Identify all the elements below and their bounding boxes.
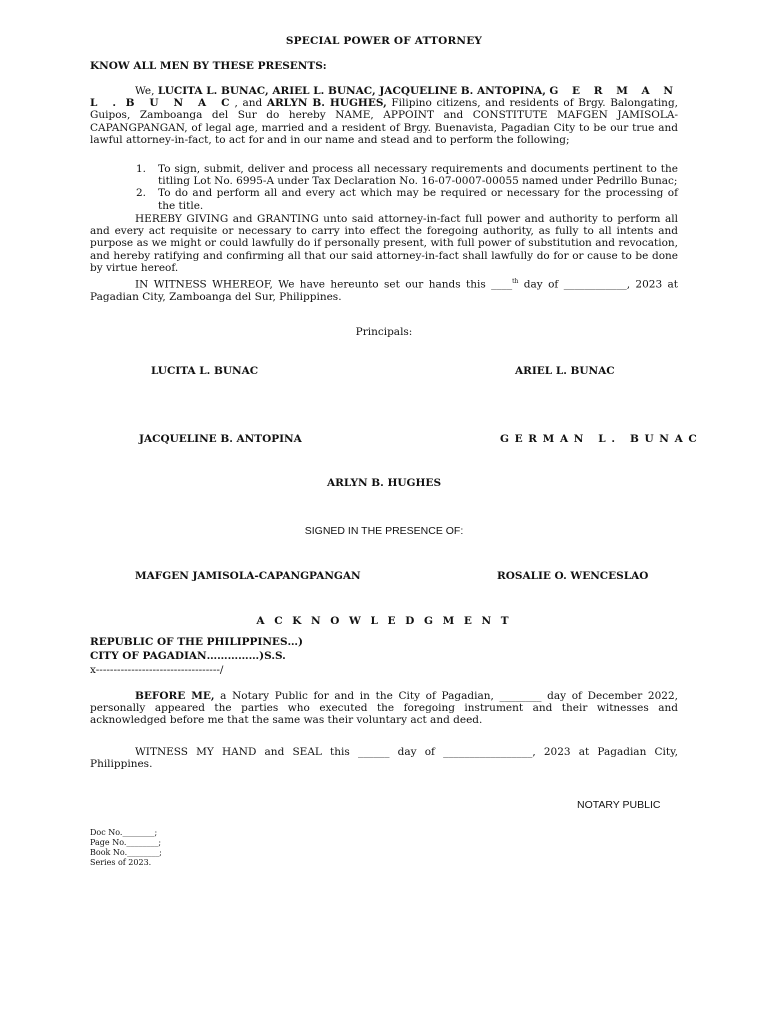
principal-names: LUCITA L. BUNAC, ARIEL L. BUNAC, JACQUELINE B. ANTOPINA, xyxy=(157,85,546,97)
appointment-body: Filipino citizens, and residents of Brgy. Balongating, Guipos, Zamboanga del Sur do hereby NAME, APPOINT and CONSTITUTE MAFGEN JAMISOLA-CAPANGPANGAN, of legal age, married and a resident of Brgy. Buenavista, Pagadian City to be our true and lawful attorney-in-fact, to act for and in our name and stead and to perform the following; xyxy=(90,97,679,146)
witness-whereof-a: IN WITNESS WHEREOF, We have hereunto set our hands this ____ xyxy=(135,278,513,291)
german-name-part1: G E R M A N L . xyxy=(90,85,679,110)
witness-hand-text: WITNESS MY HAND and SEAL this ______ day of _________________, 2023 at Pagadian City, Philippines. xyxy=(90,746,678,771)
before-me-paragraph xyxy=(90,690,678,727)
venue-republic: REPUBLIC OF THE PHILIPPINES…) xyxy=(90,636,303,648)
arlyn-name: ARLYN B. HUGHES, xyxy=(266,97,387,110)
series: Series of 2023. xyxy=(90,858,152,867)
signatory-jacqueline: JACQUELINE B. ANTOPINA xyxy=(139,433,302,445)
appointment-paragraph xyxy=(90,85,678,146)
list-item xyxy=(90,163,678,187)
witness-rosalie: ROSALIE O. WENCESLAO xyxy=(497,570,649,582)
presence-label: SIGNED IN THE PRESENCE OF: xyxy=(304,525,464,537)
principals-label: Principals: xyxy=(355,326,413,338)
before-me-text: a Notary Public for and in the City of Pagadian, ________ day of December 2022, personally appeared the parties who executed the foregoing instrument and their witnesses and acknowledged before me that the same was their voluntary act and deed. xyxy=(90,690,678,727)
before-me-label: BEFORE ME, xyxy=(135,690,215,702)
signatory-ariel: ARIEL L. BUNAC xyxy=(515,365,615,377)
doc-no: Doc No.________; xyxy=(90,828,158,837)
venue-city: CITY OF PAGADIAN……………)S.S. xyxy=(90,650,286,662)
list-number: 1. xyxy=(136,163,147,175)
we-text: We, xyxy=(135,85,155,97)
granting-text: HEREBY GIVING and GRANTING unto said attorney-in-fact full power and authority to perform all and every act requisite or necessary to carry into effect the foregoing authority, as fully to all intents and purpose as we might or could lawfully do if personally present, with full power of substitution and revocation, and hereby ratifying and confirming all that our said attorney-in-fact shall lawfully do for or cause to be done by virtue hereof. xyxy=(90,213,678,274)
notary-public-label: NOTARY PUBLIC xyxy=(577,799,661,811)
witness-whereof-b: day of ____________, 2023 at Pagadian City, Zamboanga del Sur, Philippines. xyxy=(90,278,678,303)
witness-mafgen: MAFGEN JAMISOLA-CAPANGPANGAN xyxy=(135,570,361,582)
document-title: SPECIAL POWER OF ATTORNEY xyxy=(285,35,483,47)
opening-line: KNOW ALL MEN BY THESE PRESENTS: xyxy=(90,60,327,72)
signatory-arlyn: ARLYN B. HUGHES xyxy=(326,477,442,489)
signatory-lucita: LUCITA L. BUNAC xyxy=(151,365,259,377)
page-no: Page No.________; xyxy=(90,838,162,847)
venue-divider: x-----------------------------------/ xyxy=(90,664,224,676)
and-text: , and xyxy=(234,97,263,110)
witness-whereof-paragraph xyxy=(90,276,678,303)
powers-list xyxy=(90,163,678,212)
th-superscript: th xyxy=(512,278,519,285)
list-text: To do and perform all and every act which may be required or necessary for the processing of the title. xyxy=(158,187,678,212)
book-no: Book No.________; xyxy=(90,848,162,857)
list-number: 2. xyxy=(136,187,147,200)
german-name-part2: B U N A C xyxy=(125,97,235,110)
list-item xyxy=(90,187,678,211)
doc-references xyxy=(90,828,162,868)
acknowledgment-title: A C K N O W L E D G M E N T xyxy=(256,615,512,627)
granting-paragraph xyxy=(90,213,678,274)
signatory-german: G E R M A N L . B U N A C xyxy=(500,433,698,445)
witness-hand-paragraph xyxy=(90,746,678,770)
list-text: To sign, submit, deliver and process all necessary requirements and documents pertinent to the titling Lot No. 6995-A under Tax Declaration No. 16-07-0007-00055 named under Pedrillo Bunac; xyxy=(158,163,678,188)
